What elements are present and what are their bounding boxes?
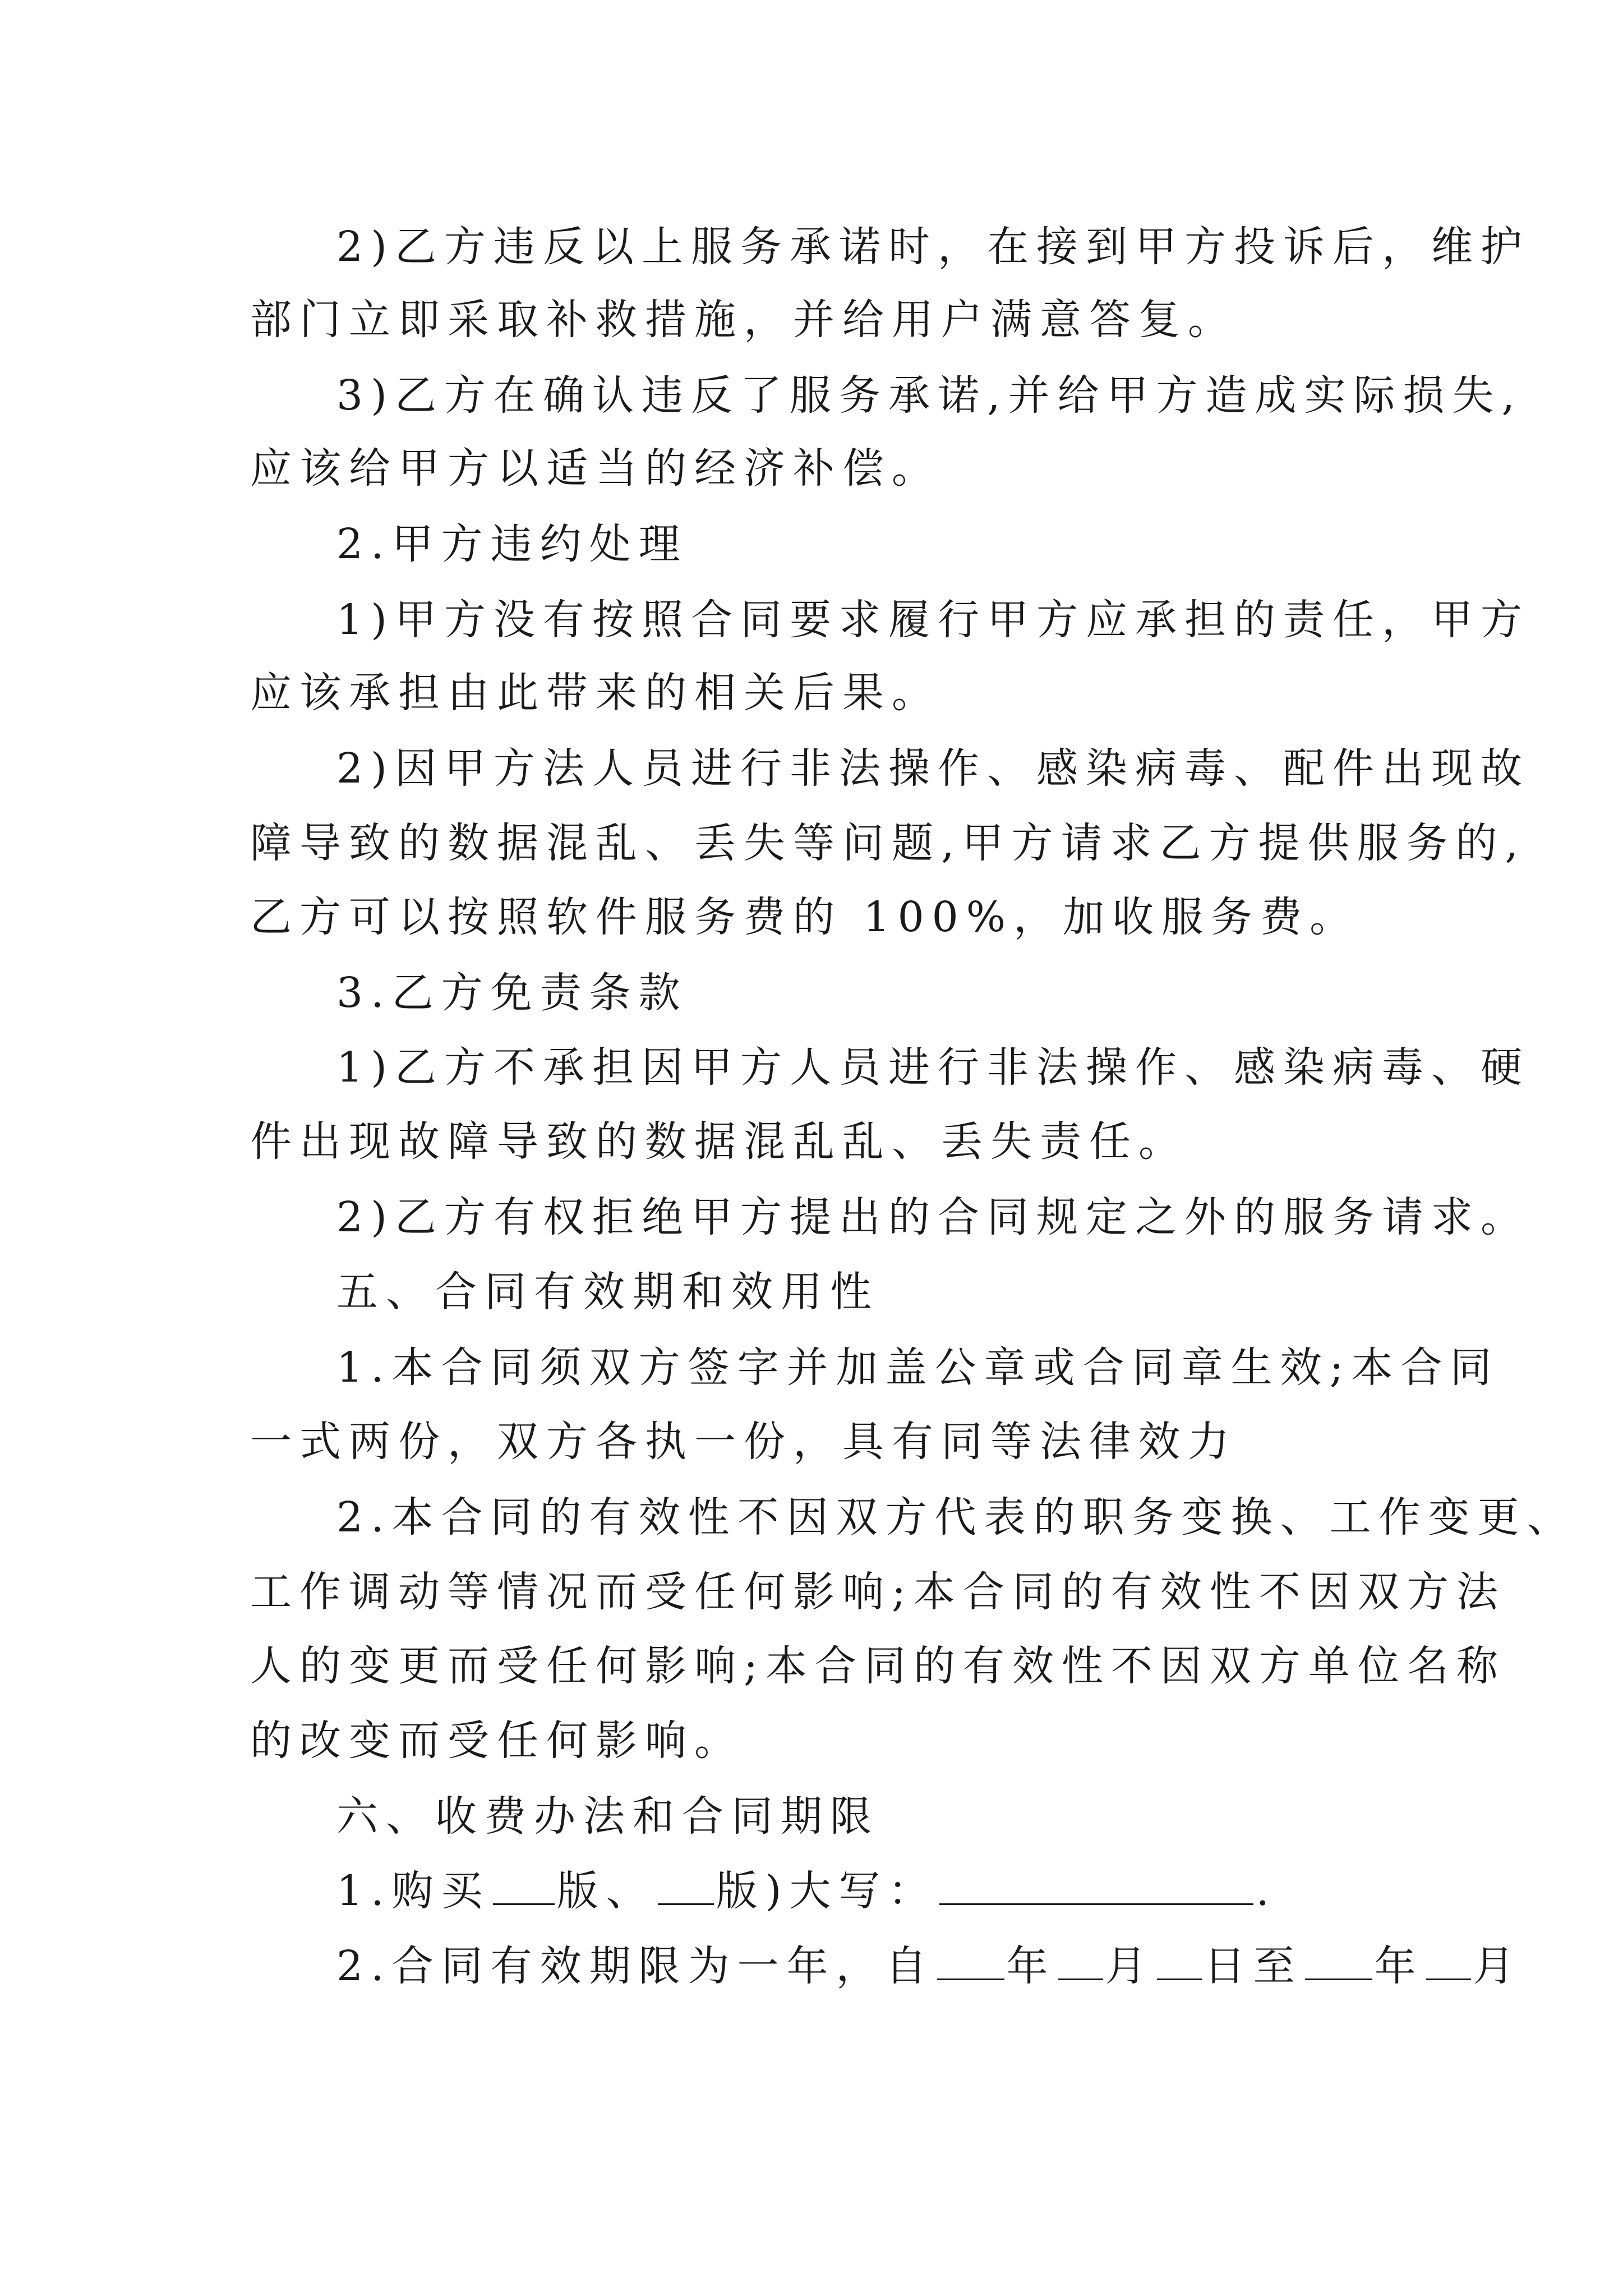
paragraph-line: 应该给甲方以适当的经济补偿。	[250, 444, 941, 493]
paragraph-line: 障导致的数据混乱、丢失等问题,甲方请求乙方提供服务的,	[250, 819, 1527, 867]
term-month-1: 月	[1105, 1942, 1155, 1990]
paragraph-line: 2)乙方违反以上服务承诺时，在接到甲方投诉后，维护	[336, 223, 1530, 271]
paragraph-line: 的改变而受任何影响。	[250, 1717, 744, 1765]
purchase-sep1: 版、	[556, 1867, 656, 1915]
term-line	[336, 1935, 1523, 1997]
paragraph-line: 工作调动等情况而受任何影响;本合同的有效性不因双方法	[250, 1568, 1506, 1616]
section-heading: 五、合同有效期和效用性	[336, 1268, 879, 1316]
paragraph-line: 2)因甲方法人员进行非法操作、感染病毒、配件出现故	[336, 744, 1530, 793]
paragraph-line: 乙方可以按照软件服务费的 100%，加收服务费。	[250, 893, 1359, 941]
term-prefix: 2.合同有效期限为一年，自	[336, 1942, 935, 1990]
term-month-2: 月	[1473, 1942, 1523, 1990]
paragraph-line: 件出现故障导致的数据混乱乱、丢失责任。	[250, 1117, 1188, 1166]
paragraph-line: 1)甲方没有按照合同要求履行甲方应承担的责任，甲方	[336, 596, 1530, 644]
purchase-line	[336, 1860, 1277, 1922]
amount-blank[interactable]	[939, 1870, 1253, 1905]
paragraph-line: 应该承担由此带来的相关后果。	[250, 669, 941, 717]
edition-blank-1[interactable]	[493, 1870, 555, 1905]
purchase-sep2: 版)大写：	[716, 1867, 938, 1915]
paragraph-line: 人的变更而受任何影响;本合同的有效性不因双方单位名称	[250, 1642, 1506, 1690]
term-day-1: 日至	[1204, 1942, 1303, 1990]
paragraph-line: 3)乙方在确认违反了服务承诺,并给甲方造成实际损失,	[336, 371, 1523, 420]
start-month-blank[interactable]	[1058, 1945, 1103, 1980]
purchase-suffix: .	[1256, 1867, 1278, 1915]
paragraph-line: 部门立即采取补救措施，并给用户满意答复。	[250, 296, 1237, 344]
start-day-blank[interactable]	[1157, 1945, 1202, 1980]
paragraph-line: 2.本合同的有效性不因双方代表的职务变换、工作变更、	[336, 1493, 1576, 1542]
term-year-1: 年	[1006, 1942, 1056, 1990]
section-heading: 六、收费办法和合同期限	[336, 1792, 879, 1841]
section-heading: 3.乙方免责条款	[336, 969, 688, 1017]
term-year-2: 年	[1374, 1942, 1424, 1990]
paragraph-line: 1.本合同须双方签字并加盖公章或合同章生效;本合同	[336, 1343, 1500, 1392]
section-heading: 2.甲方违约处理	[336, 520, 688, 568]
end-year-blank[interactable]	[1305, 1945, 1372, 1980]
edition-blank-2[interactable]	[658, 1870, 714, 1905]
paragraph-line: 1)乙方不承担因甲方人员进行非法操作、感染病毒、硬	[336, 1043, 1530, 1092]
end-month-blank[interactable]	[1426, 1945, 1471, 1980]
paragraph-line: 2)乙方有权拒绝甲方提出的合同规定之外的服务请求。	[336, 1193, 1530, 1241]
start-year-blank[interactable]	[937, 1945, 1004, 1980]
paragraph-line: 一式两份，双方各执一份，具有同等法律效力	[250, 1418, 1237, 1466]
purchase-prefix: 1.购买	[336, 1867, 491, 1915]
